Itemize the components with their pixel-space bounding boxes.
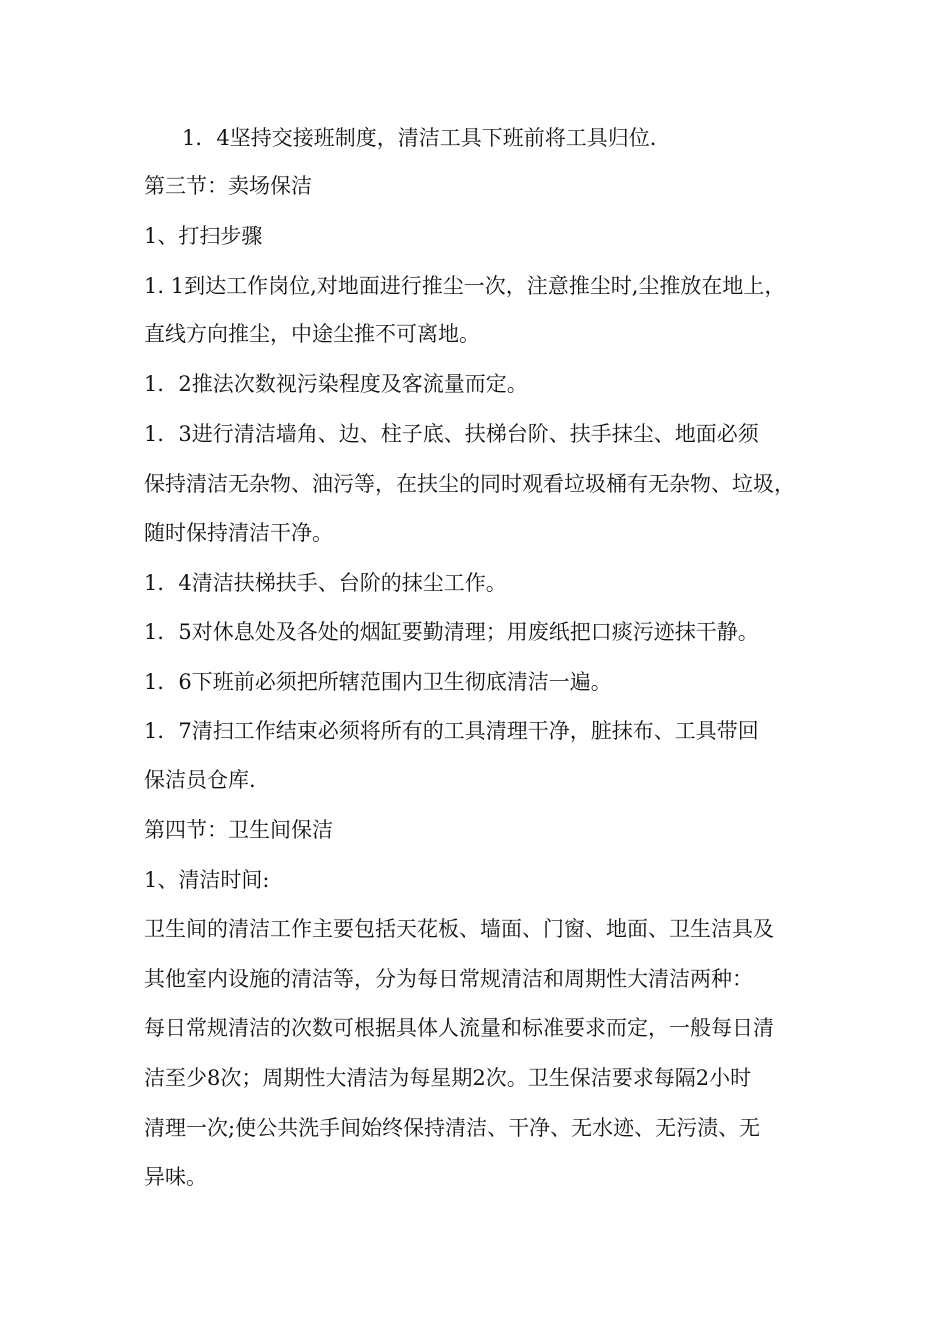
section-heading: 第三节：卖场保洁: [144, 174, 312, 198]
paragraph-line: 保持清洁无杂物、油污等，在扶尘的同时观看垃圾桶有无杂物、垃圾，: [144, 472, 795, 496]
paragraph-line: 1．3进行清洁墙角、边、柱子底、扶梯台阶、扶手抹尘、地面必须: [144, 422, 759, 446]
paragraph-line: 1．5对休息处及各处的烟缸要勤清理；用废纸把口痰污迹抹干静。: [144, 620, 759, 644]
subsection-heading: 1、打扫步骤: [144, 224, 263, 248]
paragraph-line: 随时保持清洁干净。: [144, 521, 333, 545]
subsection-heading: 1、清洁时间:: [144, 868, 270, 892]
paragraph-line: 洁至少8次；周期性大清洁为每星期2次。卫生保洁要求每隔2小时: [144, 1066, 752, 1090]
paragraph-line: 直线方向推尘，中途尘推不可离地。: [144, 322, 480, 346]
paragraph-line: 1．7清扫工作结束必须将所有的工具清理干净，脏抹布、工具带回: [144, 719, 759, 743]
paragraph-line: 1．4清洁扶梯扶手、台阶的抹尘工作。: [144, 571, 507, 595]
paragraph-line: 1．2推法次数视污染程度及客流量而定。: [144, 372, 528, 396]
paragraph-line: 异味。: [144, 1165, 207, 1189]
paragraph-line: 1．4坚持交接班制度，清洁工具下班前将工具归位.: [182, 126, 657, 150]
paragraph-line: 保洁员仓库.: [144, 768, 256, 792]
section-heading: 第四节：卫生间保洁: [144, 818, 333, 842]
paragraph-line: 1. 1到达工作岗位,对地面进行推尘一次，注意推尘时,尘推放在地上，: [144, 274, 786, 298]
paragraph-line: 卫生间的清洁工作主要包括天花板、墙面、门窗、地面、卫生洁具及: [144, 917, 774, 941]
paragraph-line: 每日常规清洁的次数可根据具体人流量和标准要求而定，一般每日清: [144, 1016, 774, 1040]
paragraph-line: 清理一次;使公共洗手间始终保持清洁、干净、无水迹、无污渍、无: [144, 1116, 761, 1140]
paragraph-line: 1．6下班前必须把所辖范围内卫生彻底清洁一遍。: [144, 670, 612, 694]
paragraph-line: 其他室内设施的清洁等，分为每日常规清洁和周期性大清洁两种：: [144, 967, 753, 991]
